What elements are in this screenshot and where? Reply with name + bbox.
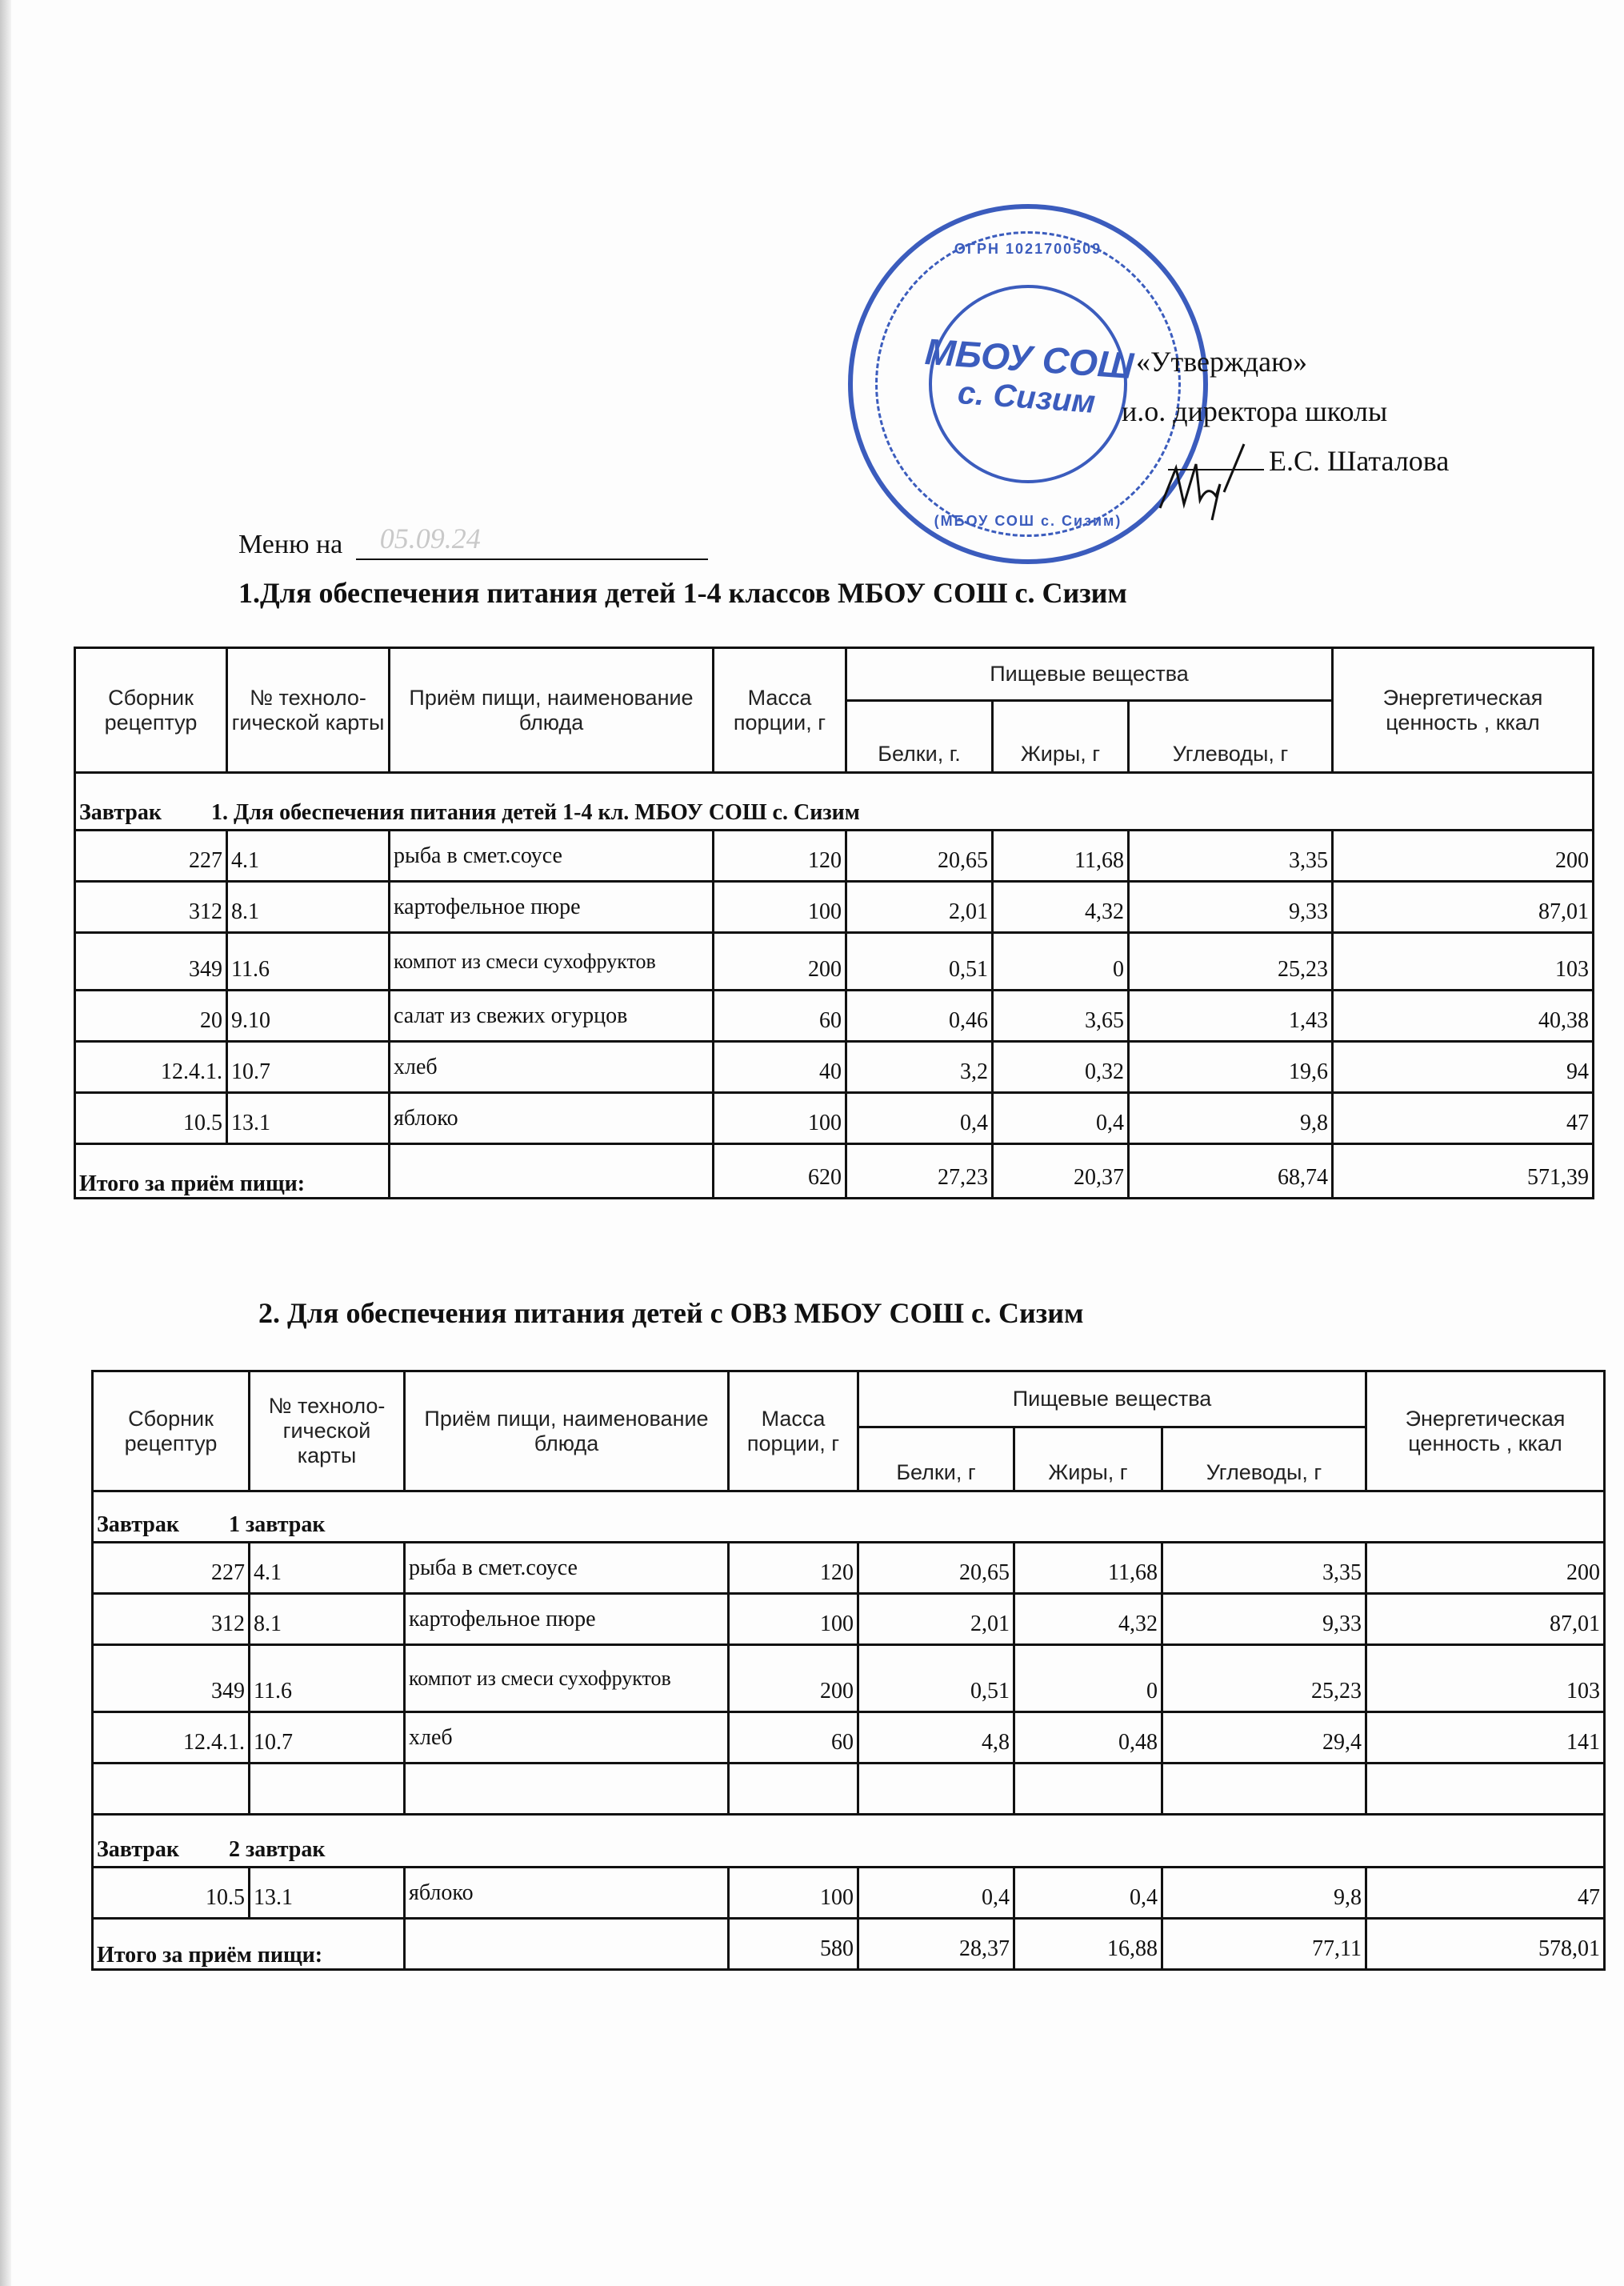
cell-card: 10.7 (250, 1712, 405, 1764)
stamp-center-line2: с. Сизим (956, 374, 1097, 420)
cell-card: 8.1 (250, 1594, 405, 1645)
section-2-title: 2. Для обеспечения питания детей с ОВЗ МБОУ СОШ с. Сизим (258, 1297, 1084, 1329)
cell-recipe: 349 (75, 933, 227, 991)
cell-mass: 100 (714, 1093, 846, 1144)
section-1-title: 1.Для обеспечения питания детей 1-4 классов МБОУ СОШ с. Сизим (238, 577, 1127, 609)
group-label: Завтрак (97, 1512, 180, 1537)
total-kcal: 571,39 (1333, 1144, 1594, 1199)
header-nutrients: Пищевые вещества (846, 648, 1333, 701)
approval-position: и.о. директора школы (1122, 395, 1388, 427)
cell-kcal: 200 (1333, 831, 1594, 882)
stamp-short-name: (МБОУ СОШ с. Сизим) (934, 513, 1122, 529)
total-carbs: 68,74 (1129, 1144, 1333, 1199)
cell-mass: 100 (729, 1868, 858, 1919)
total-mass: 580 (729, 1919, 858, 1970)
header-fat: Жиры, г (1014, 1427, 1162, 1491)
menu-table-ovz (91, 1370, 1606, 1971)
group-sublabel: 1 завтрак (229, 1512, 326, 1537)
cell-mass: 60 (729, 1712, 858, 1764)
signatory-name: Е.С. Шаталова (1269, 445, 1450, 477)
table-row (75, 882, 1594, 933)
cell-carbs: 3,35 (1162, 1543, 1366, 1594)
stamp-ogrn: ОГРН 1021700509 (954, 241, 1102, 257)
header-protein: Белки, г. (846, 701, 993, 773)
table-row (93, 1645, 1605, 1712)
header-tech-card: № техноло-гической карты (250, 1371, 405, 1491)
menu-table-1-4-grades (74, 647, 1594, 1199)
cell-carbs: 25,23 (1162, 1645, 1366, 1712)
cell-dish: салат из свежих огурцов (390, 991, 714, 1042)
total-carbs: 77,11 (1162, 1919, 1366, 1970)
cell-card: 11.6 (227, 933, 390, 991)
header-mass: Масса порции, г (714, 648, 846, 773)
group-row-breakfast (75, 773, 1594, 831)
cell-card: 8.1 (227, 882, 390, 933)
cell-fat: 0 (993, 933, 1129, 991)
group-row-breakfast-2 (93, 1815, 1605, 1868)
group-label: Завтрак (97, 1837, 180, 1862)
cell-recipe: 12.4.1. (75, 1042, 227, 1093)
total-row (75, 1144, 1594, 1199)
cell-empty (405, 1919, 729, 1970)
table-row (93, 1594, 1605, 1645)
cell-recipe: 20 (75, 991, 227, 1042)
cell-fat: 11,68 (1014, 1543, 1162, 1594)
total-protein: 28,37 (858, 1919, 1014, 1970)
cell-kcal: 103 (1333, 933, 1594, 991)
cell-recipe: 12.4.1. (93, 1712, 250, 1764)
table-row (75, 991, 1594, 1042)
cell-dish: рыба в смет.соусе (405, 1543, 729, 1594)
cell-fat: 0,32 (993, 1042, 1129, 1093)
cell-kcal: 103 (1366, 1645, 1605, 1712)
cell-protein: 4,8 (858, 1712, 1014, 1764)
cell-carbs: 29,4 (1162, 1712, 1366, 1764)
group-sublabel: 2 завтрак (229, 1837, 326, 1862)
cell-mass: 200 (729, 1645, 858, 1712)
header-recipe-collection: Сборник рецептур (93, 1371, 250, 1491)
total-row (93, 1919, 1605, 1970)
cell-protein: 0,46 (846, 991, 993, 1042)
cell-protein: 0,4 (858, 1868, 1014, 1919)
cell-carbs: 9,8 (1162, 1868, 1366, 1919)
cell-recipe: 227 (93, 1543, 250, 1594)
table-row (93, 1868, 1605, 1919)
cell-card: 9.10 (227, 991, 390, 1042)
cell-recipe: 349 (93, 1645, 250, 1712)
cell-mass: 120 (729, 1543, 858, 1594)
header-fat: Жиры, г (993, 701, 1129, 773)
total-mass: 620 (714, 1144, 846, 1199)
group-label: Завтрак (79, 800, 162, 825)
cell-kcal: 47 (1333, 1093, 1594, 1144)
cell-carbs: 3,35 (1129, 831, 1333, 882)
cell-protein: 2,01 (846, 882, 993, 933)
header-protein: Белки, г (858, 1427, 1014, 1491)
cell-recipe: 10.5 (93, 1868, 250, 1919)
cell-recipe: 312 (93, 1594, 250, 1645)
scan-edge-shadow (0, 0, 11, 2286)
header-tech-card: № техноло-гической карты (227, 648, 390, 773)
cell-mass: 200 (714, 933, 846, 991)
cell-empty (390, 1144, 714, 1199)
table-row (75, 1042, 1594, 1093)
cell-recipe: 227 (75, 831, 227, 882)
cell-kcal: 87,01 (1366, 1594, 1605, 1645)
header-energy: Энергетическая ценность , ккал (1333, 648, 1594, 773)
cell-carbs: 9,8 (1129, 1093, 1333, 1144)
total-label: Итого за приём пищи: (93, 1919, 405, 1970)
header-nutrients: Пищевые вещества (858, 1371, 1366, 1427)
cell-carbs: 9,33 (1162, 1594, 1366, 1645)
cell-fat: 3,65 (993, 991, 1129, 1042)
approval-title: «Утверждаю» (1136, 346, 1308, 378)
cell-carbs: 1,43 (1129, 991, 1333, 1042)
cell-fat: 0,4 (1014, 1868, 1162, 1919)
cell-fat: 0,4 (993, 1093, 1129, 1144)
cell-dish: яблоко (390, 1093, 714, 1144)
cell-card: 4.1 (227, 831, 390, 882)
header-carbs: Углеводы, г (1162, 1427, 1366, 1491)
cell-carbs: 19,6 (1129, 1042, 1333, 1093)
group-row-breakfast-1 (93, 1491, 1605, 1543)
cell-dish: яблоко (405, 1868, 729, 1919)
cell-protein: 0,51 (846, 933, 993, 991)
cell-dish: компот из смеси сухофруктов (390, 933, 714, 991)
cell-carbs: 25,23 (1129, 933, 1333, 991)
cell-protein: 0,4 (846, 1093, 993, 1144)
header-dish: Приём пищи, наименование блюда (390, 648, 714, 773)
table-row-empty (93, 1764, 1605, 1815)
total-kcal: 578,01 (1366, 1919, 1605, 1970)
cell-mass: 40 (714, 1042, 846, 1093)
cell-protein: 20,65 (846, 831, 993, 882)
cell-card: 13.1 (227, 1093, 390, 1144)
cell-mass: 60 (714, 991, 846, 1042)
cell-protein: 2,01 (858, 1594, 1014, 1645)
cell-mass: 120 (714, 831, 846, 882)
cell-dish: хлеб (390, 1042, 714, 1093)
table-row (75, 933, 1594, 991)
cell-fat: 4,32 (993, 882, 1129, 933)
cell-dish: картофельное пюре (405, 1594, 729, 1645)
cell-fat: 4,32 (1014, 1594, 1162, 1645)
group-sublabel: 1. Для обеспечения питания детей 1-4 кл. МБОУ СОШ с. Сизим (211, 800, 860, 825)
cell-protein: 0,51 (858, 1645, 1014, 1712)
cell-protein: 3,2 (846, 1042, 993, 1093)
table-row (75, 1093, 1594, 1144)
cell-mass: 100 (714, 882, 846, 933)
menu-date-field (356, 522, 708, 560)
menu-date-handwritten: 05.09.24 (379, 522, 481, 554)
cell-protein: 20,65 (858, 1543, 1014, 1594)
cell-fat: 0 (1014, 1645, 1162, 1712)
cell-kcal: 200 (1366, 1543, 1605, 1594)
header-recipe-collection: Сборник рецептур (75, 648, 227, 773)
header-mass: Масса порции, г (729, 1371, 858, 1491)
total-fat: 16,88 (1014, 1919, 1162, 1970)
cell-kcal: 141 (1366, 1712, 1605, 1764)
menu-date-label: Меню на (238, 530, 343, 559)
cell-kcal: 47 (1366, 1868, 1605, 1919)
total-fat: 20,37 (993, 1144, 1129, 1199)
total-protein: 27,23 (846, 1144, 993, 1199)
handwritten-signature (1152, 436, 1248, 524)
cell-fat: 11,68 (993, 831, 1129, 882)
cell-card: 10.7 (227, 1042, 390, 1093)
cell-dish: хлеб (405, 1712, 729, 1764)
cell-carbs: 9,33 (1129, 882, 1333, 933)
cell-kcal: 94 (1333, 1042, 1594, 1093)
cell-fat: 0,48 (1014, 1712, 1162, 1764)
cell-kcal: 40,38 (1333, 991, 1594, 1042)
header-dish: Приём пищи, наименование блюда (405, 1371, 729, 1491)
table-row (75, 831, 1594, 882)
cell-dish: рыба в смет.соусе (390, 831, 714, 882)
cell-recipe: 10.5 (75, 1093, 227, 1144)
cell-mass: 100 (729, 1594, 858, 1645)
cell-card: 11.6 (250, 1645, 405, 1712)
menu-date-line (238, 522, 708, 560)
header-carbs: Углеводы, г (1129, 701, 1333, 773)
cell-kcal: 87,01 (1333, 882, 1594, 933)
cell-dish: компот из смеси сухофруктов (405, 1645, 729, 1712)
table-row (93, 1712, 1605, 1764)
cell-recipe: 312 (75, 882, 227, 933)
table-row (93, 1543, 1605, 1594)
cell-card: 13.1 (250, 1868, 405, 1919)
header-energy: Энергетическая ценность , ккал (1366, 1371, 1605, 1491)
total-label: Итого за приём пищи: (75, 1144, 390, 1199)
stamp-center-line1: МБОУ СОШ (923, 330, 1135, 387)
cell-dish: картофельное пюре (390, 882, 714, 933)
cell-card: 4.1 (250, 1543, 405, 1594)
